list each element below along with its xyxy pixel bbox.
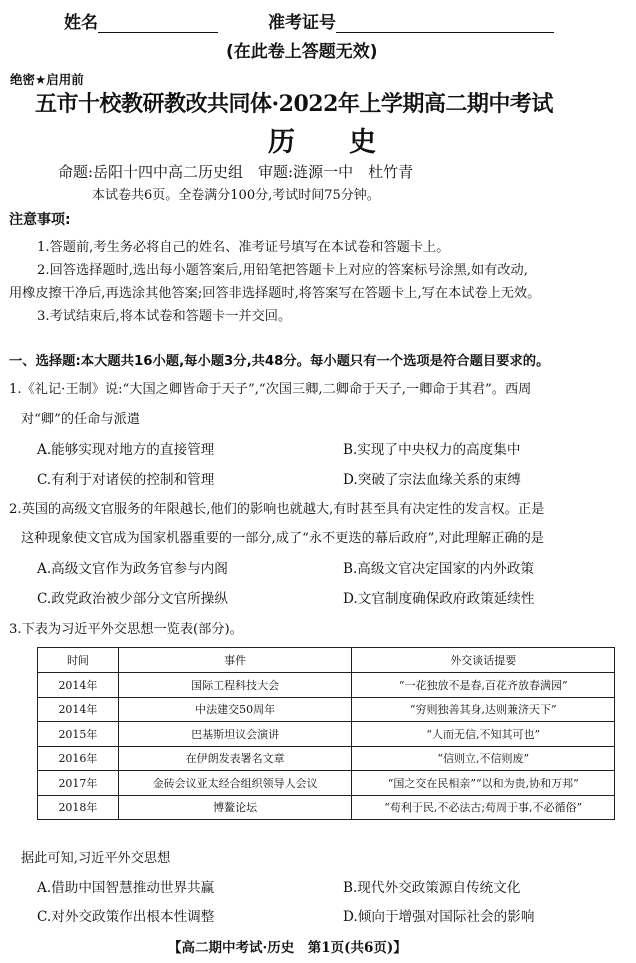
table-cell: “一花独放不是春,百花齐放春满园” — [352, 673, 615, 698]
q1-option-c: C.有利于对诸侯的控制和管理 — [37, 472, 215, 488]
table-cell: 2014年 — [38, 697, 119, 722]
table-cell: 2017年 — [38, 771, 119, 796]
note-3: 3.考试结束后,将本试卷和答题卡一并交回。 — [37, 309, 292, 324]
q1-option-a: A.能够实现对地方的直接管理 — [37, 442, 215, 458]
exam-number-label: 准考证号 — [268, 13, 336, 33]
table-cell: 中法建交50周年 — [118, 697, 352, 722]
q2-stem-line-2: 这种现象使文官成为国家机器重要的一部分,成了“永不更迭的幕后政府”,对此理解正确的是 — [21, 531, 544, 546]
invalid-note: (在此卷上答题无效) — [226, 42, 378, 62]
secret-mark: 绝密★启用前 — [10, 72, 84, 87]
name-label: 姓名 — [64, 13, 98, 33]
diplomacy-table — [37, 647, 615, 820]
table-row — [38, 673, 615, 698]
table-cell: “国之交在民相亲”“以和为贵,协和万邦” — [352, 771, 615, 796]
q1-stem-line-1: 1.《礼记·王制》说:“大国之卿皆命于天子”,“次国三卿,二卿命于天子,一卿命于其君”。西周 — [9, 382, 532, 397]
table-header-row — [38, 648, 615, 673]
table-row — [38, 795, 615, 820]
q2-option-c: C.政党政治被少部分文官所操纵 — [37, 591, 228, 607]
table-cell: 金砖会议亚太经合组织领导人会议 — [118, 771, 352, 796]
q2-stem-line-1: 2.英国的高级文官服务的年限越长,他们的影响也就越大,有时甚至具有决定性的发言权。正是 — [9, 502, 545, 517]
q2-option-d: D.文官制度确保政府政策延续性 — [343, 591, 535, 607]
table-cell: “苟利于民,不必法古;苟周于事,不必循俗” — [352, 795, 615, 820]
table-cell: 国际工程科技大会 — [118, 673, 352, 698]
subject-title: 历 史 — [268, 127, 376, 158]
table-cell: 在伊朗发表署名文章 — [118, 746, 352, 771]
table-cell: 博鳌论坛 — [118, 795, 352, 820]
note-2-line-1: 2.回答选择题时,选出每小题答案后,用铅笔把答题卡上对应的答案标号涂黑,如有改动, — [37, 263, 528, 278]
q1-stem-line-2: 对“卿”的任命与派遣 — [21, 412, 140, 427]
exam-number-blank — [336, 14, 554, 33]
table-row — [38, 697, 615, 722]
table-row — [38, 771, 615, 796]
name-blank — [98, 14, 218, 33]
q3-option-b: B.现代外交政策源自传统文化 — [343, 880, 521, 896]
table-cell: 2015年 — [38, 722, 119, 747]
table-cell: 巴基斯坦议会演讲 — [118, 722, 352, 747]
table-cell: 2016年 — [38, 746, 119, 771]
table-cell: 2018年 — [38, 795, 119, 820]
table-cell: “人而无信,不知其可也” — [352, 722, 615, 747]
table-row — [38, 722, 615, 747]
table-row — [38, 746, 615, 771]
name-field — [64, 8, 218, 33]
table-cell: 2014年 — [38, 673, 119, 698]
q3-option-c: C.对外交政策作出根本性调整 — [37, 909, 215, 925]
q2-option-a: A.高级文官作为政务官参与内阁 — [37, 561, 228, 577]
q3-option-d: D.倾向于增强对国际社会的影响 — [343, 909, 535, 925]
table-cell: “穷则独善其身,达则兼济天下” — [352, 697, 615, 722]
q2-option-b: B.高级文官决定国家的内外政策 — [343, 561, 535, 577]
q1-option-d: D.突破了宗法血缘关系的束缚 — [343, 472, 521, 488]
note-2-line-2: 用橡皮擦干净后,再选涂其他答案;回答非选择题时,将答案写在答题卡上,写在本试卷上无效。 — [9, 286, 541, 301]
table-cell: “信则立,不信则废” — [352, 746, 615, 771]
table-header-cell: 事件 — [118, 648, 352, 673]
exam-title: 五市十校教研教改共同体·2022年上学期高二期中考试 — [35, 91, 553, 117]
exam-info: 本试卷共6页。全卷满分100分,考试时间75分钟。 — [92, 188, 380, 203]
section-heading: 一、选择题:本大题共16小题,每小题3分,共48分。每小题只有一个选项是符合题目要求的。 — [9, 354, 550, 369]
q3-after-table: 据此可知,习近平外交思想 — [21, 851, 171, 866]
note-1: 1.答题前,考生务必将自己的姓名、准考证号填写在本试卷和答题卡上。 — [37, 240, 450, 255]
exam-number-field — [268, 8, 554, 33]
table-header-cell: 时间 — [38, 648, 119, 673]
page-footer: 【高二期中考试·历史 第1页(共6页)】 — [168, 940, 407, 956]
table-header-cell: 外交谈话提要 — [352, 648, 615, 673]
q1-option-b: B.实现了中央权力的高度集中 — [343, 442, 521, 458]
q3-stem: 3.下表为习近平外交思想一览表(部分)。 — [9, 622, 243, 637]
notes-heading: 注意事项: — [9, 212, 71, 228]
q3-option-a: A.借助中国智慧推动世界共赢 — [37, 880, 215, 896]
authors-line: 命题:岳阳十四中高二历史组 审题:涟源一中 杜竹青 — [58, 163, 414, 181]
